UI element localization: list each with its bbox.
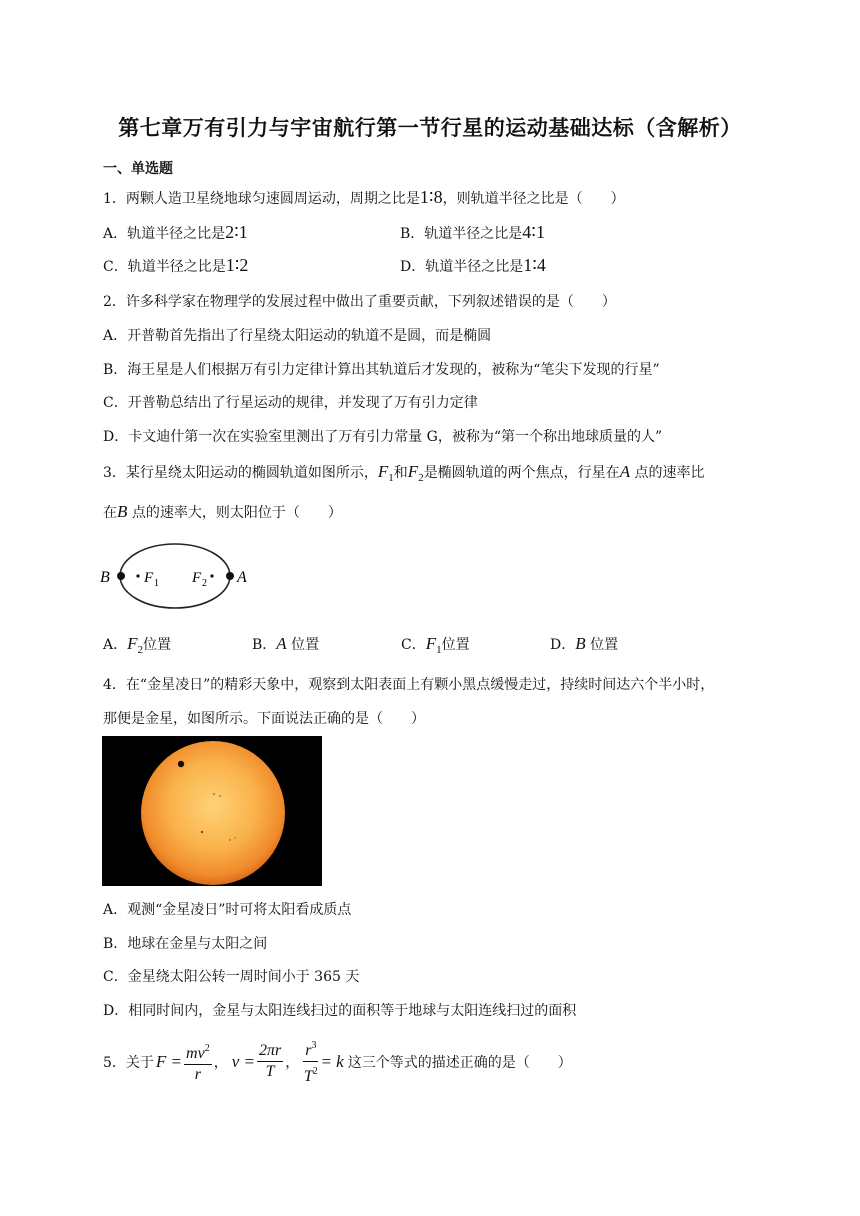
- q5-k-num: r: [305, 1042, 312, 1059]
- q5-f-den: r: [194, 1065, 201, 1083]
- q2-option-c: C．开普勒总结出了行星运动的规律，并发现了万有引力定律: [103, 395, 478, 411]
- q1-option-d-label: D．轨道半径之比是: [400, 259, 524, 275]
- q3-option-b-text: 位置: [286, 637, 320, 653]
- page-title: 第七章万有引力与宇宙航行第一节行星的运动基础达标（含解析）: [118, 115, 742, 140]
- q1-option-c-value: 1∶2: [225, 255, 249, 275]
- focus-1-dot: [136, 574, 139, 577]
- q5-v-den: T: [265, 1063, 275, 1080]
- q3-option-d-label: D．: [550, 637, 576, 653]
- q3-stem-tail: 点的速率比: [630, 465, 705, 481]
- q3-option-c-var-wrap: [425, 634, 442, 656]
- q5-k-numerator: [303, 1036, 318, 1062]
- sun-disk: [141, 741, 285, 885]
- label-b: B: [100, 569, 110, 586]
- q5-stem: [103, 1036, 572, 1087]
- q3-focus-2-var: F: [407, 462, 419, 481]
- q3-line2-pre: 在: [103, 505, 117, 521]
- q3-option-d: [550, 634, 618, 654]
- q1-option-b: [400, 222, 545, 243]
- q1-ratio: 1∶8: [419, 187, 443, 207]
- q5-stem-text: 5．关于: [103, 1054, 154, 1071]
- q3-option-c: [401, 634, 470, 656]
- q5-formula-velocity: [257, 1041, 283, 1082]
- q3-stem: [103, 462, 705, 484]
- q5-f-num-sup: 2: [204, 1042, 210, 1054]
- label-f1: F: [144, 570, 154, 586]
- q3-point-a: A: [619, 462, 631, 481]
- sunspot: [234, 837, 235, 838]
- q3-option-b: [252, 634, 319, 654]
- q3-option-b-var: A: [276, 634, 287, 653]
- q4-stem-line2: 那便是金星，如图所示。下面说法正确的是（ ）: [103, 711, 425, 727]
- q3-and: 和: [393, 465, 408, 481]
- q5-v-lhs: v =: [231, 1051, 255, 1071]
- sun-image: [102, 736, 322, 886]
- q5-v-num: 2πr: [257, 1041, 283, 1062]
- q3-option-a-text: 位置: [143, 637, 172, 653]
- q3-option-c-text: 位置: [441, 637, 470, 653]
- q5-sep-1: ，: [213, 1054, 228, 1071]
- q3-point-b: B: [117, 502, 128, 521]
- q4-stem-line1: 4．在“金星凌日”的精彩天象中，观察到太阳表面上有颗小黑点缓慢走过，持续时间达六个半小时，: [103, 677, 715, 693]
- q5-f-lhs: F =: [155, 1051, 183, 1071]
- q1-option-c-label: C．轨道半径之比是: [103, 259, 226, 275]
- q4-option-b: B．地球在金星与太阳之间: [103, 936, 268, 952]
- ellipse-orbit-diagram: [98, 542, 268, 612]
- q5-stem-tail: 这三个等式的描述正确的是（ ）: [347, 1054, 572, 1071]
- label-f2: F: [192, 570, 202, 586]
- q3-option-a-label: A．: [103, 637, 128, 653]
- venus-dot: [178, 761, 184, 767]
- q5-f-num: mv: [186, 1044, 205, 1062]
- q5-formula-force: [184, 1039, 212, 1085]
- q4-option-a: A．观测“金星凌日”时可将太阳看成质点: [103, 902, 352, 918]
- q1-option-b-label: B．轨道半径之比是: [400, 226, 523, 242]
- q3-line2-post: 点的速率大，则太阳位于（ ）: [127, 505, 342, 521]
- q2-option-b: B．海王星是人们根据万有引力定律计算出其轨道后才发现的，被称为“笔尖下发现的行星”: [103, 362, 660, 378]
- q5-k-den: T: [303, 1068, 313, 1085]
- q2-stem: 2．许多科学家在物理学的发展过程中做出了重要贡献，下列叙述错误的是（ ）: [103, 294, 616, 310]
- q1-option-a-label: A．轨道半径之比是: [103, 226, 226, 242]
- q3-option-c-label: C．: [401, 637, 426, 653]
- q1-option-c: [103, 255, 248, 276]
- q3-focus-1-var: F: [377, 462, 389, 481]
- label-f1-sub: 1: [154, 578, 159, 589]
- q5-formula-kepler: [303, 1036, 318, 1087]
- q2-option-a: A．开普勒首先指出了行星绕太阳运动的轨道不是圆，而是椭圆: [103, 328, 492, 344]
- section-heading: 一、单选题: [103, 161, 173, 177]
- q3-option-b-label: B．: [252, 637, 277, 653]
- q5-k-den-sup: 2: [312, 1066, 318, 1077]
- q3-option-d-var: B: [575, 634, 586, 653]
- label-a: A: [237, 569, 247, 586]
- q1-option-a-value: 2∶1: [225, 222, 248, 242]
- q3-focus-1-sub: 1: [388, 472, 394, 484]
- q3-option-c-sub: 1: [436, 644, 442, 656]
- point-a-dot: [226, 572, 234, 580]
- q3-focus-2: [407, 462, 424, 484]
- point-b-dot: [117, 572, 125, 580]
- q1-stem: [103, 187, 625, 208]
- q3-focus-1: [377, 462, 394, 484]
- q3-stem-mid: 是椭圆轨道的两个焦点，行星在: [423, 465, 620, 481]
- q1-stem-text: 1．两颗人造卫星绕地球匀速圆周运动，周期之比是: [103, 191, 420, 207]
- q5-k-denominator: [303, 1062, 318, 1087]
- sunspot: [213, 793, 215, 795]
- q5-sep-2: ，: [285, 1054, 300, 1071]
- q1-option-d-value: 1∶4: [523, 255, 546, 275]
- q2-option-d: D．卡文迪什第一次在实验室里测出了万有引力常量 G，被称为“第一个称出地球质量的人”: [103, 429, 663, 445]
- label-f2-sub: 2: [202, 578, 207, 589]
- q3-option-a-var: F: [127, 634, 138, 653]
- q3-stem-line2: [103, 502, 342, 522]
- sunspot: [201, 831, 203, 833]
- q3-stem-text: 3．某行星绕太阳运动的椭圆轨道如图所示，: [103, 465, 378, 481]
- focus-2-dot: [210, 574, 213, 577]
- q3-option-a-var-wrap: [127, 634, 144, 656]
- q4-option-c: C．金星绕太阳公转一周时间小于 365 天: [103, 969, 360, 985]
- venus-transit-photo: [102, 736, 322, 886]
- q1-option-a: [103, 222, 248, 243]
- q3-focus-2-sub: 2: [418, 472, 424, 484]
- q1-option-d: [400, 255, 546, 276]
- sunspot: [229, 839, 230, 840]
- q3-option-c-var: F: [425, 634, 437, 653]
- q3-option-d-text: 位置: [585, 637, 619, 653]
- q1-option-b-value: 4∶1: [522, 222, 545, 242]
- q3-option-a-sub: 2: [137, 644, 144, 656]
- q1-stem-tail: ，则轨道半径之比是（ ）: [442, 191, 625, 207]
- q4-option-d: D．相同时间内，金星与太阳连线扫过的面积等于地球与太阳连线扫过的面积: [103, 1003, 577, 1019]
- sunspot: [219, 795, 220, 796]
- q5-f-numerator: [184, 1039, 212, 1065]
- q5-k-rhs: = k: [320, 1051, 344, 1071]
- q3-option-a: [103, 634, 171, 656]
- q5-k-num-sup: 3: [311, 1040, 317, 1051]
